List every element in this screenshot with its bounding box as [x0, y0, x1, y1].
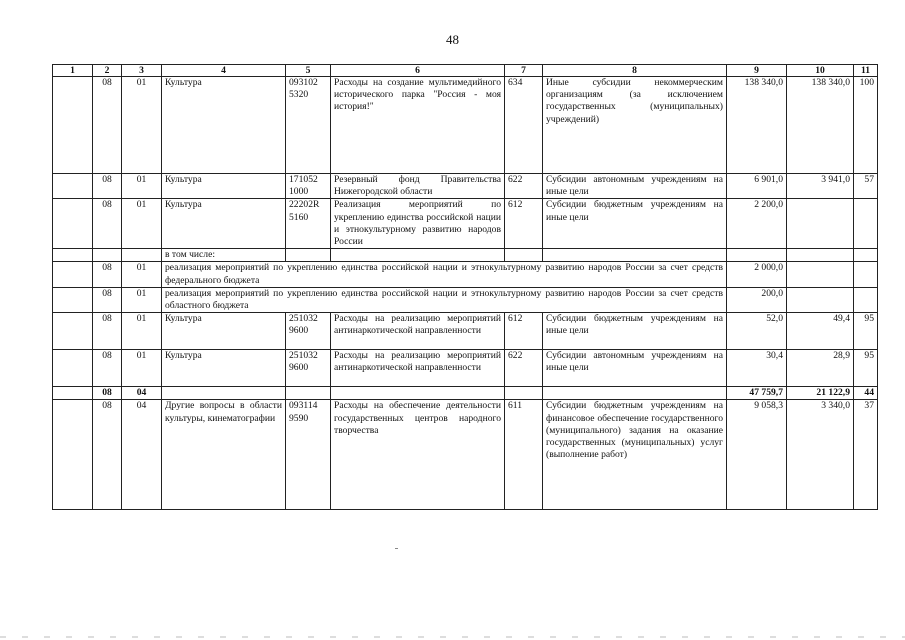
cell-expense-type: 612 [505, 313, 543, 350]
cell-expense-type [505, 249, 543, 262]
cell-executed: 21 122,9 [787, 387, 854, 400]
cell-col1 [53, 249, 93, 262]
cell-planned: 52,0 [727, 313, 787, 350]
cell-expense-description [331, 387, 505, 400]
cell-percent [854, 249, 878, 262]
cell-col1 [53, 77, 93, 174]
cell-expense-type-name: Субсидии автономным учреждениям на иные цели [543, 174, 727, 199]
cell-section: 08 [93, 387, 122, 400]
cell-section: 08 [93, 313, 122, 350]
cell-section: 08 [93, 287, 122, 312]
cell-expense-type: 612 [505, 199, 543, 249]
cell-col1 [53, 199, 93, 249]
cell-name: Культура [162, 77, 286, 174]
cell-executed: 138 340,0 [787, 77, 854, 174]
column-header: 3 [122, 65, 162, 77]
cell-planned: 47 759,7 [727, 387, 787, 400]
cell-planned: 2 200,0 [727, 199, 787, 249]
column-header: 4 [162, 65, 286, 77]
cell-percent: 95 [854, 313, 878, 350]
cell-expense-type-name: Иные субсидии некоммерческим организациям (за исключением государственных (муниципальных) учреждений) [543, 77, 727, 174]
cell-name: Культура [162, 313, 286, 350]
cell-subsection: 01 [122, 313, 162, 350]
column-header: 5 [286, 65, 331, 77]
cell-planned [727, 249, 787, 262]
cell-col1 [53, 400, 93, 510]
cell-subsection [122, 249, 162, 262]
cell-col1 [53, 387, 93, 400]
cell-expense-type: 622 [505, 350, 543, 387]
cell-subsection: 01 [122, 174, 162, 199]
cell-planned: 138 340,0 [727, 77, 787, 174]
cell-section: 08 [93, 400, 122, 510]
cell-executed: 28,9 [787, 350, 854, 387]
column-header: 10 [787, 65, 854, 77]
cell-target-code: 093102 5320 [286, 77, 331, 174]
cell-subsection: 04 [122, 400, 162, 510]
cell-planned: 2 000,0 [727, 262, 787, 287]
cell-spanning-description: реализация мероприятий по укреплению единства российской нации и этнокультурному развитию народов России за счет средств федерального бюджета [162, 262, 727, 287]
budget-table [52, 64, 878, 510]
column-header: 2 [93, 65, 122, 77]
cell-subsection: 01 [122, 199, 162, 249]
cell-col1 [53, 174, 93, 199]
column-header: 9 [727, 65, 787, 77]
column-header: 6 [331, 65, 505, 77]
table-row-subtotal [53, 387, 878, 400]
cell-target-code [286, 387, 331, 400]
cell-section [93, 249, 122, 262]
cell-name [162, 387, 286, 400]
table-row [53, 262, 878, 287]
cell-expense-description: Расходы на реализацию мероприятий антинаркотической направленности [331, 313, 505, 350]
cell-executed: 49,4 [787, 313, 854, 350]
cell-name: Другие вопросы в области культуры, кинематографии [162, 400, 286, 510]
cell-section: 08 [93, 77, 122, 174]
cell-expense-description: Реализация мероприятий по укреплению единства российской нации и этнокультурному развитию народов России [331, 199, 505, 249]
cell-expense-description: Расходы на реализацию мероприятий антинаркотической направленности [331, 350, 505, 387]
cell-expense-type-name: Субсидии автономным учреждениям на иные цели [543, 350, 727, 387]
page-number: 48 [446, 32, 459, 47]
cell-target-code [286, 249, 331, 262]
cell-subsection: 01 [122, 77, 162, 174]
cell-expense-type: 634 [505, 77, 543, 174]
cell-col1 [53, 350, 93, 387]
cell-planned: 200,0 [727, 287, 787, 312]
cell-planned: 30,4 [727, 350, 787, 387]
cell-subsection: 01 [122, 350, 162, 387]
cell-expense-description: Резервный фонд Правительства Нижегородской области [331, 174, 505, 199]
cell-expense-type-name [543, 249, 727, 262]
cell-expense-type [505, 387, 543, 400]
cell-expense-type-name: Субсидии бюджетным учреждениям на финансовое обеспечение государственного (муниципального) задания на оказание государственных (муниципальных) услуг (выполнение работ) [543, 400, 727, 510]
cell-section: 08 [93, 199, 122, 249]
cell-expense-description [331, 249, 505, 262]
cell-name: Культура [162, 199, 286, 249]
table-row [53, 77, 878, 174]
table-row [53, 400, 878, 510]
cell-name: Культура [162, 350, 286, 387]
cell-executed [787, 287, 854, 312]
cell-col1 [53, 287, 93, 312]
cell-target-code: 171052 1000 [286, 174, 331, 199]
cell-executed: 3 340,0 [787, 400, 854, 510]
cell-spanning-description: реализация мероприятий по укреплению единства российской нации и этнокультурному развитию народов России за счет средств областного бюджета [162, 287, 727, 312]
cell-executed [787, 262, 854, 287]
column-header: 1 [53, 65, 93, 77]
cell-percent [854, 262, 878, 287]
cell-subsection: 01 [122, 287, 162, 312]
cell-section: 08 [93, 174, 122, 199]
table-row [53, 350, 878, 387]
cell-percent: 100 [854, 77, 878, 174]
table-row [53, 199, 878, 249]
column-header: 8 [543, 65, 727, 77]
cell-including-label: в том числе: [162, 249, 286, 262]
cell-expense-description: Расходы на обеспечение деятельности государственных центров народного творчества [331, 400, 505, 510]
cell-section: 08 [93, 262, 122, 287]
cell-percent: 95 [854, 350, 878, 387]
column-header: 11 [854, 65, 878, 77]
cell-expense-description: Расходы на создание мультимедийного исторического парка "Россия - моя история!" [331, 77, 505, 174]
cell-percent: 57 [854, 174, 878, 199]
cell-expense-type-name: Субсидии бюджетным учреждениям на иные цели [543, 199, 727, 249]
cell-col1 [53, 262, 93, 287]
cell-target-code: 093114 9590 [286, 400, 331, 510]
cell-target-code: 22202R 5160 [286, 199, 331, 249]
cell-expense-type: 611 [505, 400, 543, 510]
column-header: 7 [505, 65, 543, 77]
cell-target-code: 251032 9600 [286, 313, 331, 350]
cell-percent: 44 [854, 387, 878, 400]
cell-subsection: 01 [122, 262, 162, 287]
scan-speck [395, 548, 398, 549]
table-row [53, 287, 878, 312]
scan-edge-noise [0, 636, 905, 638]
cell-expense-type: 622 [505, 174, 543, 199]
table-row [53, 174, 878, 199]
cell-expense-type-name [543, 387, 727, 400]
table-row [53, 313, 878, 350]
cell-percent [854, 287, 878, 312]
cell-planned: 9 058,3 [727, 400, 787, 510]
cell-col1 [53, 313, 93, 350]
cell-name: Культура [162, 174, 286, 199]
cell-section: 08 [93, 350, 122, 387]
table-row [53, 249, 878, 262]
cell-executed: 3 941,0 [787, 174, 854, 199]
cell-executed [787, 199, 854, 249]
cell-subsection: 04 [122, 387, 162, 400]
cell-percent [854, 199, 878, 249]
header-row [53, 65, 878, 77]
cell-expense-type-name: Субсидии бюджетным учреждениям на иные цели [543, 313, 727, 350]
cell-planned: 6 901,0 [727, 174, 787, 199]
cell-executed [787, 249, 854, 262]
cell-target-code: 251032 9600 [286, 350, 331, 387]
cell-percent: 37 [854, 400, 878, 510]
